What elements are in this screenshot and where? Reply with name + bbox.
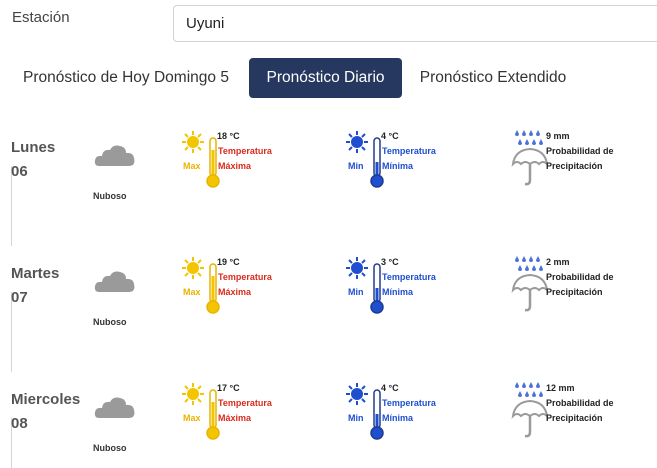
min-temperature-label-2: Mínima	[382, 413, 414, 423]
min-temperature-label: Temperatura	[382, 272, 436, 282]
station-value: Uyuni	[186, 15, 225, 32]
precipitation-value: 9 mm	[546, 131, 570, 141]
day-name: Miercoles	[11, 391, 81, 408]
cloudy-icon	[93, 142, 137, 170]
sun-thermometer-icon	[181, 256, 221, 316]
max-temperature-value: 19 °C	[217, 257, 240, 267]
station-label: Estación	[12, 9, 70, 26]
max-temperature-label: Temperatura	[218, 272, 272, 282]
min-temperature-label-2: Mínima	[382, 161, 414, 171]
station-select[interactable]	[173, 5, 657, 42]
precipitation-value: 12 mm	[546, 383, 575, 393]
precipitation-label: Probabilidad de	[546, 146, 614, 156]
sun-thermometer-icon	[181, 130, 221, 190]
rain-umbrella-icon	[511, 128, 551, 192]
min-temperature-label: Temperatura	[382, 146, 436, 156]
max-tag: Max	[183, 161, 201, 171]
rain-umbrella-icon	[511, 380, 551, 444]
max-temperature-value: 17 °C	[217, 383, 240, 393]
min-tag: Min	[348, 161, 364, 171]
cold-sun-thermometer-icon	[345, 130, 385, 190]
precipitation-label-2: Precipitación	[546, 413, 603, 423]
sun-thermometer-icon	[181, 382, 221, 442]
day-row	[0, 372, 657, 468]
day-number: 07	[11, 289, 28, 306]
cloudy-icon	[93, 394, 137, 422]
max-temperature-label: Temperatura	[218, 398, 272, 408]
min-temperature-value: 4 °C	[381, 131, 399, 141]
max-tag: Max	[183, 413, 201, 423]
precipitation-label-2: Precipitación	[546, 287, 603, 297]
condition-label: Nuboso	[93, 317, 127, 327]
precipitation-label: Probabilidad de	[546, 398, 614, 408]
tab-extended[interactable]: Pronóstico Extendido	[419, 69, 567, 86]
condition-label: Nuboso	[93, 443, 127, 453]
min-temperature-value: 4 °C	[381, 383, 399, 393]
day-name: Martes	[11, 265, 60, 282]
rain-umbrella-icon	[511, 254, 551, 318]
cold-sun-thermometer-icon	[345, 382, 385, 442]
max-temperature-value: 18 °C	[217, 131, 240, 141]
precipitation-value: 2 mm	[546, 257, 570, 267]
max-temperature-label: Temperatura	[218, 146, 272, 156]
tab-daily[interactable]: Pronóstico Diario	[249, 58, 402, 98]
day-row	[0, 120, 657, 246]
min-tag: Min	[348, 413, 364, 423]
min-temperature-value: 3 °C	[381, 257, 399, 267]
max-tag: Max	[183, 287, 201, 297]
min-tag: Min	[348, 287, 364, 297]
day-number: 08	[11, 415, 28, 432]
precipitation-label-2: Precipitación	[546, 161, 603, 171]
cloudy-icon	[93, 268, 137, 296]
min-temperature-label-2: Mínima	[382, 287, 414, 297]
day-row	[0, 246, 657, 372]
day-number: 06	[11, 163, 28, 180]
tab-today[interactable]: Pronóstico de Hoy Domingo 5	[23, 69, 229, 86]
precipitation-label: Probabilidad de	[546, 272, 614, 282]
condition-label: Nuboso	[93, 191, 127, 201]
max-temperature-label-2: Máxima	[218, 287, 252, 297]
max-temperature-label-2: Máxima	[218, 161, 252, 171]
cold-sun-thermometer-icon	[345, 256, 385, 316]
day-name: Lunes	[11, 139, 56, 156]
max-temperature-label-2: Máxima	[218, 413, 252, 423]
min-temperature-label: Temperatura	[382, 398, 436, 408]
